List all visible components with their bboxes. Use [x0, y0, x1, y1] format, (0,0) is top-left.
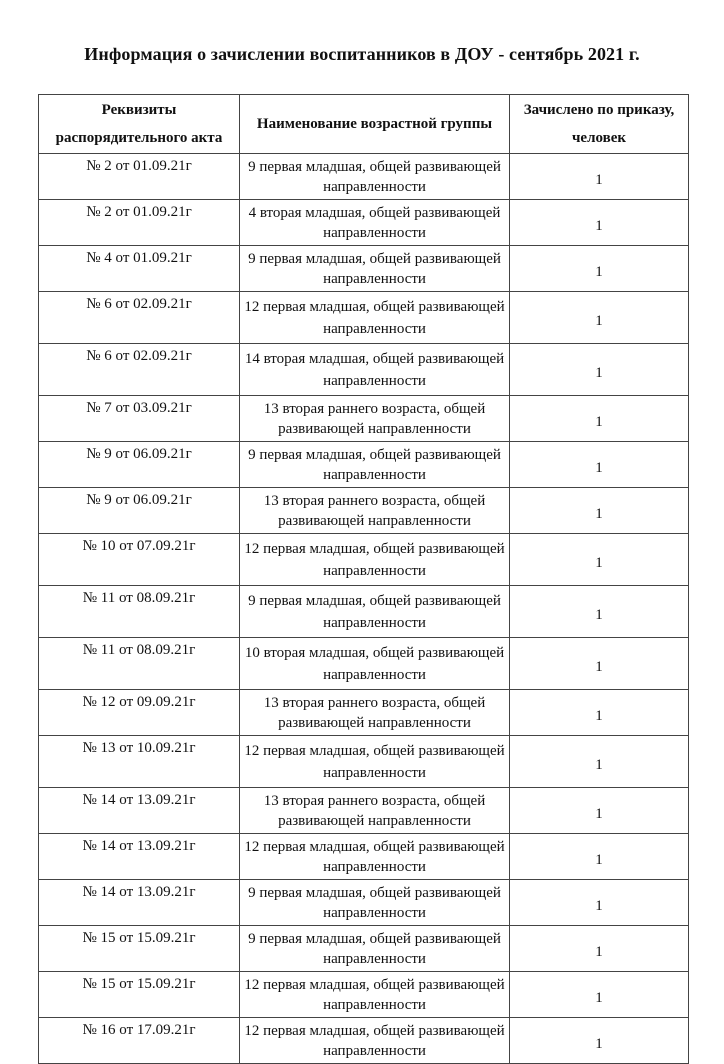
table-row [39, 638, 689, 690]
cell-group: 9 первая младшая, общей развивающей направленности [240, 926, 510, 972]
table-row [39, 690, 689, 736]
cell-group: 9 первая младшая, общей развивающей направленности [240, 154, 510, 200]
cell-count: 1 [510, 488, 689, 534]
cell-group: 4 вторая младшая, общей развивающей направленности [240, 200, 510, 246]
cell-act: № 15 от 15.09.21г [39, 972, 240, 1018]
table-row [39, 292, 689, 344]
cell-group: 9 первая младшая, общей развивающей направленности [240, 586, 510, 638]
cell-act: № 16 от 17.09.21г [39, 1018, 240, 1064]
cell-count: 1 [510, 396, 689, 442]
cell-count: 1 [510, 200, 689, 246]
table-row [39, 834, 689, 880]
table-row [39, 344, 689, 396]
cell-group: 12 первая младшая, общей развивающей направленности [240, 736, 510, 788]
cell-group: 13 вторая раннего возраста, общей развивающей направленности [240, 396, 510, 442]
cell-group: 13 вторая раннего возраста, общей развивающей направленности [240, 788, 510, 834]
header-count: Зачислено по приказу, человек [510, 95, 689, 154]
cell-group: 9 первая младшая, общей развивающей направленности [240, 880, 510, 926]
cell-act: № 15 от 15.09.21г [39, 926, 240, 972]
cell-count: 1 [510, 442, 689, 488]
cell-count: 1 [510, 926, 689, 972]
cell-count: 1 [510, 788, 689, 834]
cell-act: № 11 от 08.09.21г [39, 586, 240, 638]
cell-act: № 6 от 02.09.21г [39, 292, 240, 344]
cell-group: 12 первая младшая, общей развивающей направленности [240, 534, 510, 586]
cell-count: 1 [510, 534, 689, 586]
table-header-row [39, 95, 689, 154]
cell-act: № 9 от 06.09.21г [39, 488, 240, 534]
table-row [39, 246, 689, 292]
cell-act: № 14 от 13.09.21г [39, 788, 240, 834]
cell-group: 10 вторая младшая, общей развивающей направленности [240, 638, 510, 690]
table-row [39, 586, 689, 638]
cell-count: 1 [510, 344, 689, 396]
cell-count: 1 [510, 690, 689, 736]
header-act: Реквизиты распорядительного акта [39, 95, 240, 154]
cell-count: 1 [510, 586, 689, 638]
cell-group: 12 первая младшая, общей развивающей направленности [240, 972, 510, 1018]
cell-act: № 7 от 03.09.21г [39, 396, 240, 442]
cell-act: № 10 от 07.09.21г [39, 534, 240, 586]
table-row [39, 534, 689, 586]
cell-act: № 13 от 10.09.21г [39, 736, 240, 788]
cell-act: № 2 от 01.09.21г [39, 154, 240, 200]
cell-act: № 2 от 01.09.21г [39, 200, 240, 246]
header-group: Наименование возрастной группы [240, 95, 510, 154]
cell-group: 13 вторая раннего возраста, общей развивающей направленности [240, 690, 510, 736]
table-body [39, 154, 689, 1064]
cell-act: № 9 от 06.09.21г [39, 442, 240, 488]
table-row [39, 488, 689, 534]
cell-count: 1 [510, 972, 689, 1018]
cell-act: № 14 от 13.09.21г [39, 834, 240, 880]
cell-count: 1 [510, 834, 689, 880]
cell-count: 1 [510, 638, 689, 690]
cell-group: 9 первая младшая, общей развивающей направленности [240, 246, 510, 292]
cell-count: 1 [510, 292, 689, 344]
table-row [39, 200, 689, 246]
cell-act: № 14 от 13.09.21г [39, 880, 240, 926]
table-row [39, 926, 689, 972]
table-row [39, 788, 689, 834]
cell-act: № 12 от 09.09.21г [39, 690, 240, 736]
cell-count: 1 [510, 246, 689, 292]
cell-act: № 6 от 02.09.21г [39, 344, 240, 396]
cell-group: 12 первая младшая, общей развивающей направленности [240, 1018, 510, 1064]
table-row [39, 396, 689, 442]
cell-group: 13 вторая раннего возраста, общей развивающей направленности [240, 488, 510, 534]
cell-act: № 4 от 01.09.21г [39, 246, 240, 292]
cell-act: № 11 от 08.09.21г [39, 638, 240, 690]
cell-count: 1 [510, 154, 689, 200]
cell-count: 1 [510, 1018, 689, 1064]
cell-group: 12 первая младшая, общей развивающей направленности [240, 834, 510, 880]
table-row [39, 736, 689, 788]
table-row [39, 880, 689, 926]
cell-group: 12 первая младшая, общей развивающей направленности [240, 292, 510, 344]
table-row [39, 1018, 689, 1064]
page-title: Информация о зачислении воспитанников в ДОУ - сентябрь 2021 г. [84, 44, 640, 64]
table-row [39, 154, 689, 200]
enrollment-table [38, 94, 689, 1064]
cell-group: 9 первая младшая, общей развивающей направленности [240, 442, 510, 488]
table-row [39, 972, 689, 1018]
cell-count: 1 [510, 880, 689, 926]
cell-group: 14 вторая младшая, общей развивающей направленности [240, 344, 510, 396]
cell-count: 1 [510, 736, 689, 788]
table-row [39, 442, 689, 488]
